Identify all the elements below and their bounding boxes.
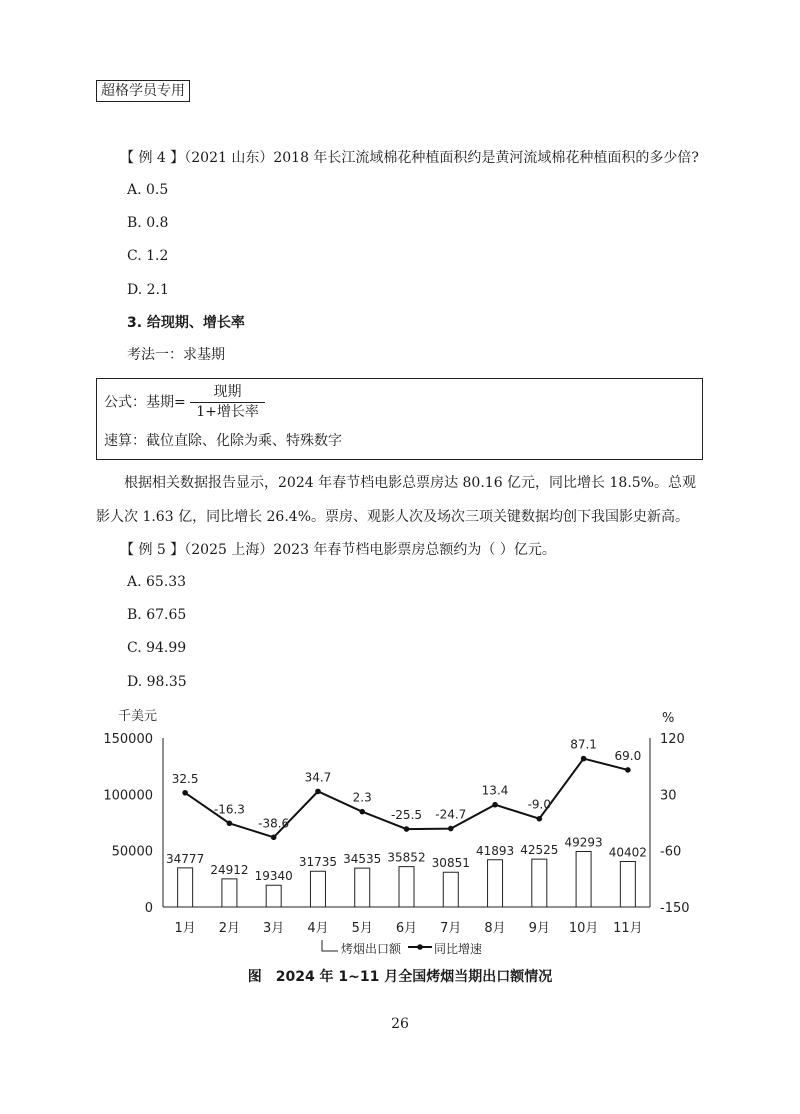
growth-value-label: 2.3 — [352, 790, 372, 805]
legend-line-label: 同比增速 — [434, 942, 483, 956]
example4-question — [120, 148, 699, 168]
right-tick-label: -60 — [660, 844, 682, 860]
growth-value-label: 32.5 — [171, 771, 199, 786]
growth-value-label: -9.0 — [527, 797, 552, 812]
chart-labels — [166, 738, 647, 884]
chart-axes — [103, 709, 689, 936]
growth-value-label: 87.1 — [570, 737, 597, 752]
example5-text: （2025 上海）2023 年春节档电影票房总额约为（ ）亿元。 — [184, 542, 556, 558]
left-tick-label: 0 — [144, 901, 153, 916]
export-bar — [399, 867, 414, 907]
legend-bar-label: 烤烟出口额 — [341, 942, 402, 956]
export-bar — [355, 868, 370, 907]
example4-label: 【 例 4 】 — [120, 150, 185, 166]
example5-label: 【 例 5 】 — [120, 542, 185, 558]
growth-value-label: 13.4 — [481, 783, 509, 798]
bar-value-label: 24912 — [210, 862, 249, 877]
export-bar — [576, 851, 591, 907]
example4-text: （2021 山东）2018 年长江流域棉花种植面积约是黄河流域棉花种植面积的多少倍? — [184, 150, 699, 166]
chart-line — [182, 756, 630, 840]
example5-option-a: A. 65.33 — [127, 574, 187, 590]
x-tick-label: 4月 — [307, 921, 329, 936]
example5-option-d: D. 98.35 — [127, 674, 187, 690]
section-heading: 3. 给现期、增长率 — [127, 315, 245, 331]
example4-option-c: C. 1.2 — [127, 248, 169, 264]
bar-value-label: 41893 — [475, 843, 515, 858]
growth-point — [625, 767, 631, 773]
left-tick-label: 150000 — [103, 732, 153, 747]
bar-value-label: 34535 — [343, 852, 382, 867]
right-tick-label: 120 — [660, 732, 685, 747]
formula-line — [104, 383, 265, 422]
report-paragraph: 根据相关数据报告显示，2024 年春节档电影总票房达 80.16 亿元，同比增长 18.5%。总观影人次 1.63 亿，同比增长 26.4%。票房、观影人次及场次三项关键数据均创下我国影史新高。 — [96, 475, 696, 525]
example4-option-b: B. 0.8 — [127, 215, 169, 231]
bar-value-label: 49293 — [564, 835, 603, 850]
left-tick-label: 50000 — [111, 844, 153, 860]
chart-title: 图 2024 年 1~11 月全国烤烟当期出口额情况 — [247, 969, 553, 985]
growth-value-label: 34.7 — [304, 770, 332, 785]
growth-point — [227, 821, 233, 827]
bar-value-label: 35852 — [387, 850, 426, 865]
growth-value-label: -38.6 — [258, 816, 290, 831]
export-bar — [310, 871, 325, 907]
growth-value-label: -24.7 — [435, 807, 467, 822]
formula-label: 公式：基期= — [104, 394, 186, 411]
bar-value-label: 34777 — [166, 851, 205, 866]
formula-fraction — [190, 383, 265, 422]
export-bar — [488, 860, 503, 907]
right-axis-unit: % — [662, 711, 675, 726]
x-tick-label: 9月 — [528, 921, 550, 936]
method-heading: 考法一：求基期 — [127, 347, 225, 363]
export-bar — [443, 872, 458, 907]
bar-value-label: 30851 — [431, 856, 470, 871]
legend-bar-swatch — [322, 940, 338, 951]
left-tick-label: 100000 — [103, 788, 153, 804]
page-number: 26 — [391, 1016, 409, 1032]
x-tick-label: 10月 — [568, 921, 599, 936]
chart-legend — [322, 940, 482, 956]
growth-point — [315, 789, 321, 795]
x-tick-label: 3月 — [263, 921, 285, 936]
example4-option-d: D. 2.1 — [127, 282, 169, 298]
export-bar — [178, 868, 193, 907]
right-tick-label: -150 — [660, 901, 690, 916]
bar-value-label: 42525 — [520, 843, 559, 858]
example5-question — [120, 540, 556, 560]
export-bar — [266, 885, 281, 907]
student-only-tag: 超格学员专用 — [96, 80, 190, 102]
formula-denominator: 1+增长率 — [196, 404, 259, 420]
formula-shortcut: 速算：截位直除、化除为乘、特殊数字 — [104, 433, 342, 449]
growth-value-label: 69.0 — [614, 748, 642, 763]
bar-value-label: 19340 — [254, 869, 293, 884]
legend-line-marker — [417, 944, 423, 950]
example4-option-a: A. 0.5 — [127, 182, 169, 198]
example5-option-c: C. 94.99 — [127, 640, 187, 656]
example5-option-b: B. 67.65 — [127, 607, 187, 623]
x-tick-label: 7月 — [440, 921, 462, 936]
x-tick-label: 11月 — [613, 921, 643, 936]
x-tick-label: 1月 — [174, 921, 196, 936]
x-tick-label: 8月 — [484, 921, 506, 936]
x-tick-label: 6月 — [395, 921, 418, 936]
growth-point — [182, 790, 188, 796]
x-tick-label: 2月 — [218, 921, 241, 936]
right-tick-label: 30 — [660, 788, 677, 804]
growth-point — [537, 816, 543, 822]
growth-line — [185, 759, 628, 838]
growth-point — [581, 756, 587, 762]
growth-point — [359, 809, 365, 815]
formula-box — [96, 378, 703, 460]
export-chart — [0, 700, 800, 1000]
growth-value-label: -25.5 — [390, 808, 423, 823]
growth-point — [448, 826, 454, 832]
bar-value-label: 40402 — [608, 845, 647, 860]
bar-value-label: 31735 — [298, 855, 338, 870]
export-bar — [620, 861, 635, 907]
x-tick-label: 5月 — [351, 921, 373, 936]
growth-point — [271, 834, 277, 840]
export-bar — [532, 859, 547, 907]
growth-point — [492, 802, 498, 808]
growth-point — [404, 826, 410, 832]
export-bar — [222, 879, 237, 907]
formula-numerator: 现期 — [190, 383, 265, 403]
growth-value-label: -16.3 — [213, 802, 245, 817]
left-axis-unit: 千美元 — [118, 709, 158, 724]
